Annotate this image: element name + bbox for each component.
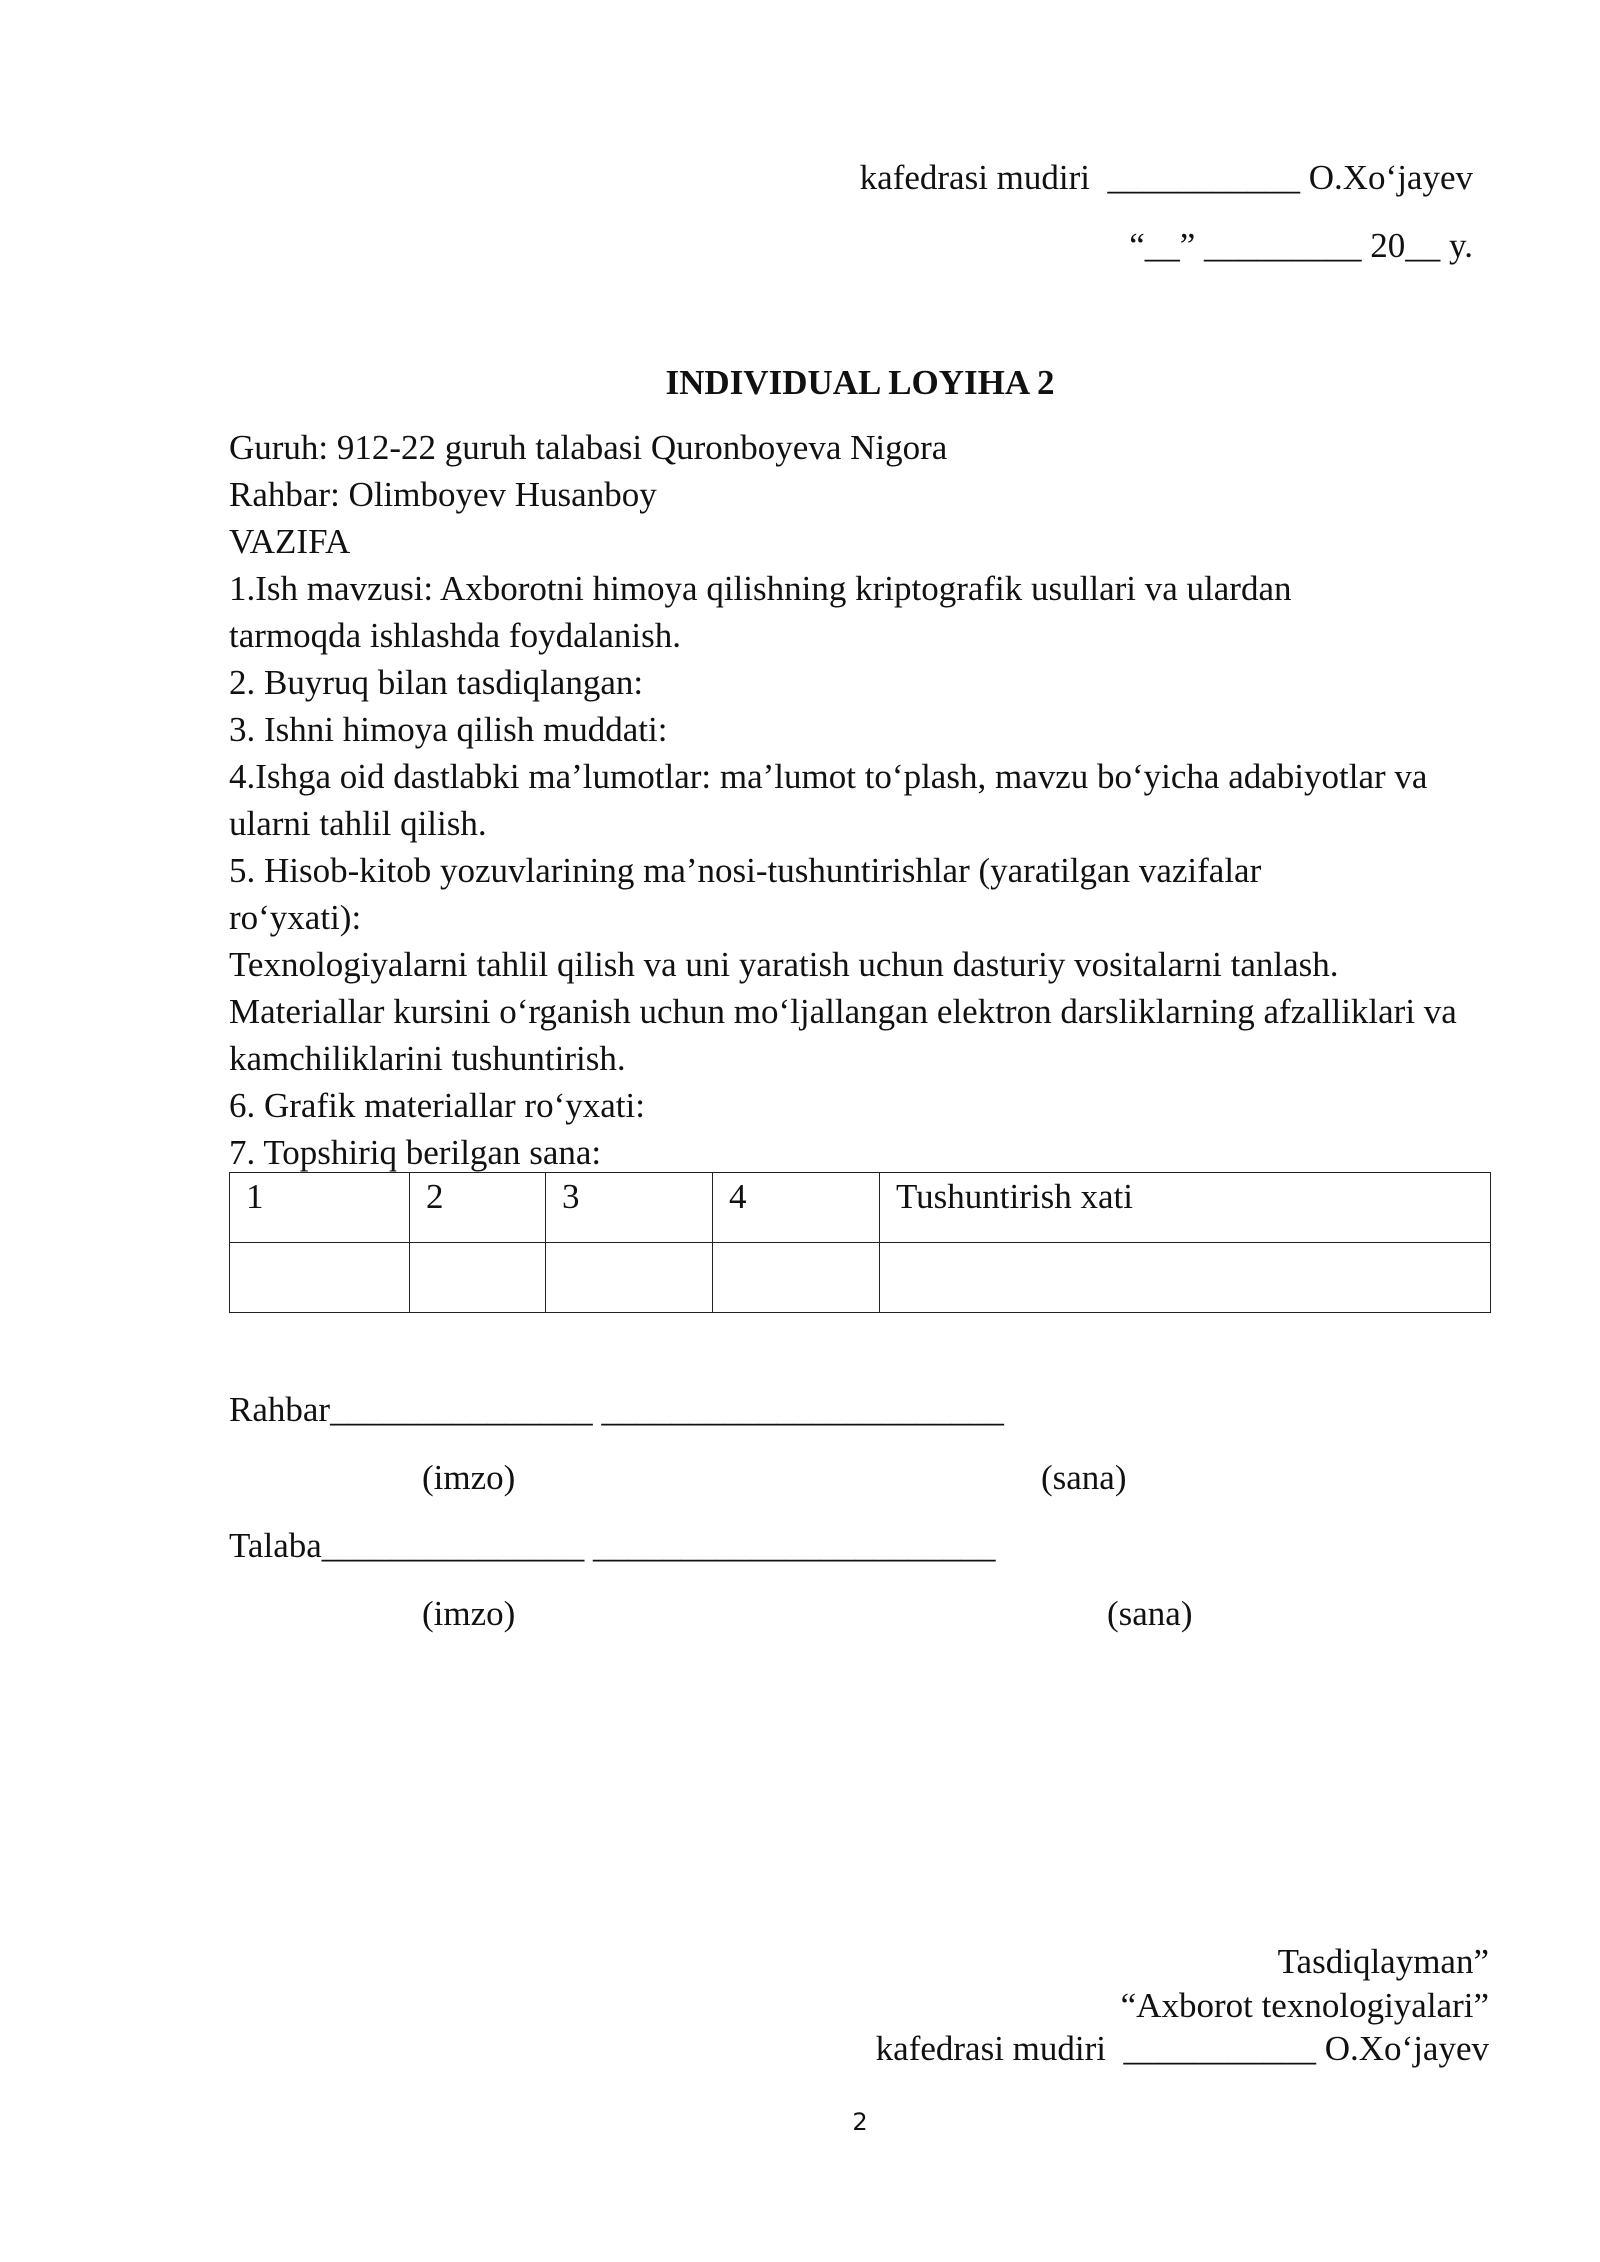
supervisor-line: Rahbar: Olimboyev Husanboy bbox=[229, 475, 657, 514]
table-header-cell: 3 bbox=[546, 1173, 713, 1243]
student-date-caption: (sana) bbox=[1107, 1594, 1193, 1633]
student-signature-line: Talaba_______________ _______________________ bbox=[229, 1526, 996, 1565]
student-signature-caption: (imzo) bbox=[422, 1594, 516, 1633]
page-title: INDIVIDUAL LOYIHA 2 bbox=[665, 363, 1055, 402]
table-header-cell: 4 bbox=[713, 1173, 880, 1243]
table-header-row bbox=[230, 1173, 1491, 1243]
table-cell bbox=[410, 1243, 546, 1313]
item-4: 4.Ishga oid dastlabki ma’lumotlar: ma’lumot to‘plash, mavzu bo‘yicha adabiyotlar va ularni tahlil qilish. bbox=[229, 757, 1428, 843]
item-6: 6. Grafik materiallar ro‘yxati: bbox=[229, 1086, 645, 1125]
item-5-description: Texnologiyalarni tahlil qilish va uni yaratish uchun dasturiy vositalarni tanlash. Materiallar kursini o‘rganish uchun mo‘ljallangan elektron darsliklarning afzalliklari va kamchiliklarini tushuntirish. bbox=[229, 945, 1457, 1078]
table-header-cell: 2 bbox=[410, 1173, 546, 1243]
supervisor-date-caption: (sana) bbox=[1041, 1458, 1127, 1497]
supervisor-signature-line: Rahbar_______________ _______________________ bbox=[229, 1390, 1004, 1429]
table-cell bbox=[713, 1243, 880, 1313]
table-cell bbox=[230, 1243, 410, 1313]
item-3: 3. Ishni himoya qilish muddati: bbox=[229, 710, 668, 749]
header-approver-line: kafedrasi mudiri ___________ O.Xo‘jayev bbox=[859, 158, 1473, 197]
table-cell bbox=[546, 1243, 713, 1313]
supervisor-signature-caption: (imzo) bbox=[422, 1458, 516, 1497]
schedule-table bbox=[229, 1172, 1491, 1313]
item-1: 1.Ish mavzusi: Axborotni himoya qilishning kriptografik usullari va ulardan tarmoqda ishlashda foydalanish. bbox=[229, 569, 1292, 655]
item-5: 5. Hisob-kitob yozuvlarining ma’nosi-tushuntirishlar (yaratilgan vazifalar ro‘yxati): bbox=[229, 851, 1262, 937]
page-number: 2 bbox=[852, 2108, 868, 2136]
department-name: “Axborot texnologiyalari” bbox=[1120, 1986, 1489, 2025]
item-7: 7. Topshiriq berilgan sana: bbox=[229, 1133, 602, 1172]
table-cell bbox=[880, 1243, 1491, 1313]
table-header-cell: Tushuntirish xati bbox=[880, 1173, 1491, 1243]
table-header-cell: 1 bbox=[230, 1173, 410, 1243]
approval-heading: Tasdiqlayman” bbox=[1277, 1942, 1489, 1981]
group-line: Guruh: 912-22 guruh talabasi Quronboyeva Nigora bbox=[229, 428, 948, 467]
task-body bbox=[229, 424, 1509, 1176]
table-row bbox=[230, 1243, 1491, 1313]
header-date-line: “__” _________ 20__ y. bbox=[1129, 226, 1473, 265]
footer-approver-line: kafedrasi mudiri ___________ O.Xo‘jayev bbox=[875, 2029, 1489, 2068]
item-2: 2. Buyruq bilan tasdiqlangan: bbox=[229, 663, 644, 702]
task-heading: VAZIFA bbox=[229, 522, 351, 561]
